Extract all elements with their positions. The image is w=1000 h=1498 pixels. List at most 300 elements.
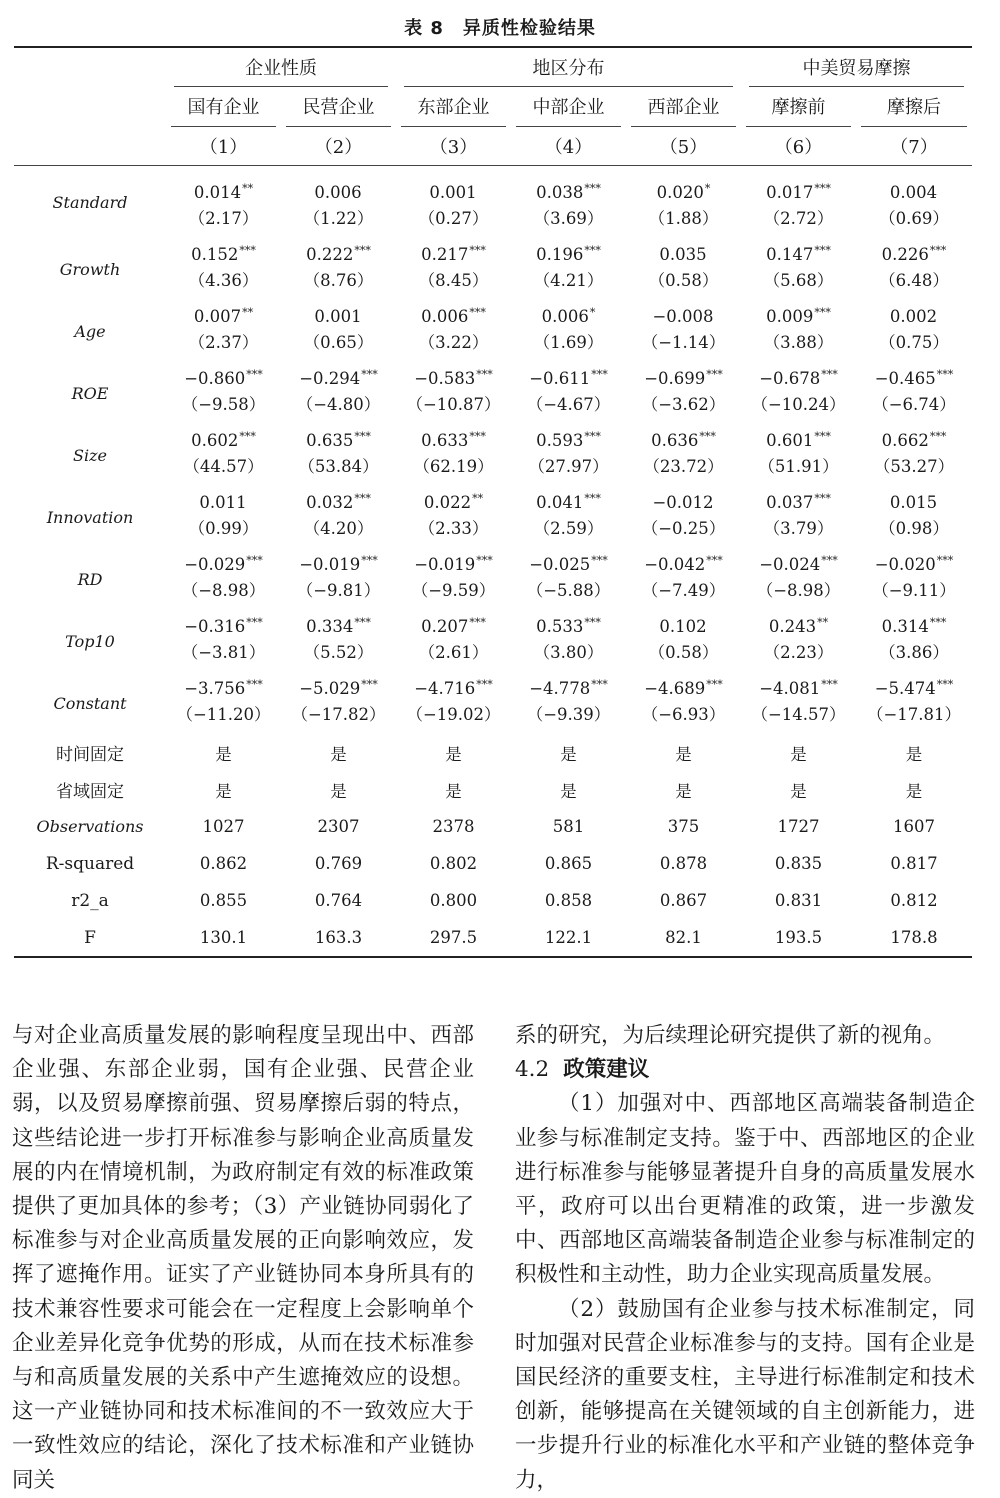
value-cell: 0.878 — [659, 854, 708, 873]
row-label: F — [14, 919, 166, 957]
coefficient-cell — [626, 362, 741, 388]
t-statistic-cell: （4.21） — [533, 271, 604, 290]
column-number-row — [14, 127, 972, 166]
t-statistic-cell: （2.23） — [763, 643, 834, 662]
significance-stars: *** — [246, 554, 263, 567]
significance-stars: *** — [936, 678, 954, 691]
coefficient-cell — [511, 610, 626, 636]
coefficient-value: −0.316 — [184, 617, 246, 636]
coefficient-cell — [166, 166, 281, 203]
significance-stars: *** — [821, 554, 838, 567]
t-statistic-cell: （0.27） — [418, 209, 489, 228]
body-paragraph-lead: 系的研究，为后续理论研究提供了新的视角。 — [515, 1023, 946, 1048]
coefficient-cell — [741, 300, 856, 326]
table-row — [14, 771, 972, 808]
t-statistic-cell: （−3.62） — [641, 395, 726, 414]
value-cell: 是 — [675, 744, 692, 764]
table-row — [14, 424, 972, 450]
coefficient-value: −0.699 — [644, 369, 706, 388]
row-label: Size — [73, 445, 107, 465]
column-subheader — [281, 87, 396, 127]
table-row — [14, 548, 972, 574]
coefficient-cell — [741, 486, 856, 512]
significance-stars: *** — [361, 554, 378, 567]
row-label: Age — [74, 321, 106, 341]
value-cell: 是 — [560, 744, 577, 764]
group-header-label: 企业性质 — [174, 48, 388, 87]
value-cell: 是 — [215, 744, 232, 764]
significance-stars: *** — [584, 244, 601, 257]
significance-stars: ** — [242, 182, 254, 195]
coefficient-value: 0.020 — [656, 183, 704, 202]
table-row — [14, 919, 972, 957]
row-label: Constant — [53, 693, 127, 713]
t-statistic-cell: （−6.74） — [872, 395, 956, 414]
coefficient-cell — [511, 238, 626, 264]
coefficient-cell — [396, 424, 511, 450]
t-statistic-cell: （2.61） — [418, 643, 489, 662]
t-statistic-cell: （−3.81） — [181, 643, 266, 662]
t-statistic-cell: （−7.49） — [641, 581, 726, 600]
coefficient-cell — [281, 610, 396, 636]
coefficient-value: −4.716 — [414, 679, 476, 698]
coefficient-value: 0.635 — [306, 431, 354, 450]
t-statistic-cell: （3.79） — [763, 519, 834, 538]
value-cell: 是 — [215, 781, 232, 801]
column-subheader — [856, 87, 972, 127]
t-statistic-cell: （8.76） — [303, 271, 374, 290]
group-header-label: 地区分布 — [404, 48, 733, 87]
coefficient-cell — [856, 486, 972, 512]
stub-header-cell — [14, 47, 166, 87]
table-row — [14, 300, 972, 326]
group-header-label: 中美贸易摩擦 — [749, 48, 964, 87]
value-cell: 是 — [905, 744, 923, 764]
table-row — [14, 672, 972, 698]
table-body — [14, 47, 972, 957]
value-cell: 0.831 — [774, 891, 823, 910]
significance-stars: *** — [929, 430, 947, 443]
significance-stars: *** — [814, 492, 831, 505]
significance-stars: *** — [699, 430, 716, 443]
t-statistic-cell: （27.97） — [528, 457, 609, 476]
coefficient-cell — [281, 166, 396, 203]
column-subheader-label: 东部企业 — [401, 87, 506, 127]
t-statistic-cell: （62.19） — [413, 457, 494, 476]
t-statistic-cell: （−17.82） — [291, 705, 386, 724]
value-cell: 2307 — [317, 817, 360, 836]
column-subheader-label: 摩擦后 — [861, 87, 967, 127]
row-label: ROE — [71, 383, 109, 403]
t-statistic-cell: （53.84） — [298, 457, 379, 476]
coefficient-value: 0.602 — [191, 431, 239, 450]
coefficient-cell — [741, 424, 856, 450]
value-cell: 是 — [790, 781, 807, 801]
value-cell: 是 — [445, 781, 462, 801]
significance-stars: *** — [239, 244, 256, 257]
t-statistic-cell: （1.22） — [303, 209, 374, 228]
value-cell: 0.835 — [774, 854, 823, 873]
coefficient-value: −0.019 — [299, 555, 361, 574]
t-statistic-cell: （51.91） — [758, 457, 839, 476]
t-statistic-cell: （0.75） — [879, 333, 949, 352]
significance-stars: *** — [476, 368, 493, 381]
coefficient-value: −0.025 — [529, 555, 591, 574]
coefficient-cell — [166, 238, 281, 264]
t-statistic-cell: （2.59） — [533, 519, 604, 538]
t-statistic-cell: （0.98） — [879, 519, 949, 538]
coefficient-cell — [166, 300, 281, 326]
t-statistic-cell: （44.57） — [183, 457, 264, 476]
coefficient-cell — [281, 424, 396, 450]
value-cell: 0.769 — [314, 854, 363, 873]
t-statistic-cell: （3.80） — [533, 643, 604, 662]
coefficient-value: 0.015 — [889, 493, 938, 512]
column-number: （3） — [396, 127, 511, 166]
coefficient-value: 0.633 — [421, 431, 469, 450]
coefficient-cell — [396, 486, 511, 512]
table-row — [14, 882, 972, 919]
coefficient-cell — [396, 238, 511, 264]
column-subheader — [396, 87, 511, 127]
coefficient-value: 0.041 — [536, 493, 584, 512]
significance-stars: *** — [936, 554, 954, 567]
t-statistic-cell: （2.33） — [418, 519, 489, 538]
coefficient-value: −4.081 — [759, 679, 821, 698]
value-cell: 0.867 — [659, 891, 708, 910]
row-label: Observations — [36, 817, 144, 836]
coefficient-value: 0.196 — [536, 245, 584, 264]
coefficient-value: 0.593 — [536, 431, 584, 450]
coefficient-cell — [166, 424, 281, 450]
significance-stars: *** — [246, 616, 263, 629]
coefficient-value: 0.662 — [881, 431, 929, 450]
coefficient-value: −0.019 — [414, 555, 476, 574]
row-label: Growth — [59, 259, 121, 279]
t-statistic-cell: （4.20） — [303, 519, 374, 538]
coefficient-cell — [511, 424, 626, 450]
t-statistic-cell: （−9.81） — [296, 581, 381, 600]
column-subheader-label: 民营企业 — [286, 87, 391, 127]
coefficient-value: −0.020 — [874, 555, 936, 574]
significance-stars: *** — [354, 616, 371, 629]
section-title: 政策建议 — [563, 1057, 650, 1083]
significance-stars: *** — [814, 182, 831, 195]
coefficient-cell — [856, 238, 972, 264]
coefficient-cell — [856, 166, 972, 203]
significance-stars: *** — [469, 430, 486, 443]
column-subheader-label: 国有企业 — [171, 87, 276, 127]
table-row — [14, 362, 972, 388]
coefficient-value: −0.583 — [414, 369, 476, 388]
coefficient-value: 0.207 — [421, 617, 469, 636]
coefficient-value: −0.029 — [184, 555, 246, 574]
t-statistic-cell: （−8.98） — [756, 581, 841, 600]
coefficient-cell — [281, 362, 396, 388]
value-cell: 82.1 — [626, 919, 741, 957]
t-statistic-cell: （5.52） — [303, 643, 374, 662]
coefficient-value: −4.689 — [644, 679, 706, 698]
significance-stars: *** — [936, 368, 954, 381]
value-cell: 130.1 — [166, 919, 281, 957]
significance-stars: *** — [591, 678, 608, 691]
coefficient-cell — [281, 300, 396, 326]
value-cell: 0.800 — [429, 891, 478, 910]
coefficient-value: 0.533 — [536, 617, 584, 636]
row-label: 时间固定 — [56, 745, 124, 765]
t-statistic-cell: （1.69） — [533, 333, 604, 352]
coefficient-value: −0.465 — [874, 369, 936, 388]
significance-stars: *** — [814, 306, 831, 319]
coefficient-value: 0.017 — [766, 183, 814, 202]
section-heading — [515, 1053, 975, 1087]
coefficient-cell — [281, 238, 396, 264]
table-row — [14, 808, 972, 845]
value-cell: 375 — [667, 817, 700, 836]
t-statistic-cell: （5.68） — [763, 271, 834, 290]
t-statistic-cell: （−10.24） — [751, 395, 846, 414]
column-subheader-label: 中部企业 — [516, 87, 621, 127]
significance-stars: *** — [821, 368, 838, 381]
value-cell: 193.5 — [741, 919, 856, 957]
table-row — [14, 610, 972, 636]
significance-stars: *** — [591, 554, 608, 567]
coefficient-value: −0.860 — [184, 369, 246, 388]
coefficient-cell — [511, 486, 626, 512]
coefficient-value: 0.006 — [421, 307, 469, 326]
t-statistic-cell: （3.86） — [879, 643, 949, 662]
coefficient-cell — [856, 610, 972, 636]
body-text-right-column — [515, 1019, 975, 1498]
t-statistic-cell: （0.65） — [303, 333, 374, 352]
value-cell: 1727 — [777, 817, 820, 836]
significance-stars: *** — [821, 678, 838, 691]
significance-stars: *** — [584, 492, 601, 505]
value-cell: 1607 — [893, 817, 936, 836]
coefficient-value: 0.032 — [306, 493, 354, 512]
t-statistic-cell: （−8.98） — [181, 581, 266, 600]
coefficient-value: 0.002 — [889, 307, 938, 326]
t-statistic-cell: （−4.80） — [296, 395, 381, 414]
value-cell: 0.802 — [429, 854, 478, 873]
significance-stars: *** — [584, 182, 601, 195]
value-cell: 是 — [790, 744, 807, 764]
row-label: Standard — [52, 192, 128, 212]
coefficient-value: −0.042 — [644, 555, 706, 574]
coefficient-cell — [396, 300, 511, 326]
table-row — [14, 734, 972, 771]
t-statistic-cell: （2.72） — [763, 209, 834, 228]
column-subheader — [511, 87, 626, 127]
significance-stars: ** — [242, 306, 254, 319]
coefficient-cell — [511, 166, 626, 203]
coefficient-cell — [626, 610, 741, 636]
significance-stars: *** — [584, 430, 601, 443]
t-statistic-cell: （−9.11） — [872, 581, 956, 600]
coefficient-value: −0.294 — [299, 369, 361, 388]
coefficient-cell — [166, 362, 281, 388]
coefficient-value: 0.001 — [429, 183, 477, 202]
coefficient-value: −5.029 — [299, 679, 361, 698]
coefficient-cell — [511, 548, 626, 574]
group-header-trade-friction — [741, 47, 972, 87]
coefficient-value: 0.334 — [306, 617, 354, 636]
value-cell: 是 — [560, 781, 577, 801]
value-cell: 0.812 — [890, 891, 938, 910]
t-statistic-cell: （3.88） — [763, 333, 834, 352]
section-number: 4.2 — [515, 1057, 550, 1083]
coefficient-cell — [856, 424, 972, 450]
coefficient-cell — [741, 166, 856, 203]
coefficient-cell — [166, 610, 281, 636]
coefficient-cell — [741, 238, 856, 264]
body-paragraph-policy-1: （1）加强对中、西部地区高端装备制造企业参与标准制定支持。鉴于中、西部地区的企业进行标准参与能够显著提升自身的高质量发展水平，政府可以出台更精准的政策，进一步激发中、西部地区高端装备制造企业参与标准制定的积极性和主动性，助力企业实现高质量发展。 — [515, 1091, 975, 1288]
group-header-region — [396, 47, 741, 87]
significance-stars: *** — [469, 616, 486, 629]
column-subheader-label: 摩擦前 — [746, 87, 851, 127]
significance-stars: *** — [584, 616, 601, 629]
significance-stars: *** — [469, 244, 486, 257]
coefficient-cell — [511, 672, 626, 698]
t-statistic-cell: （23.72） — [643, 457, 724, 476]
significance-stars: *** — [361, 368, 378, 381]
significance-stars: *** — [814, 430, 831, 443]
significance-stars: *** — [591, 368, 608, 381]
column-number: （5） — [626, 127, 741, 166]
value-cell: 0.764 — [314, 891, 363, 910]
coefficient-cell — [626, 672, 741, 698]
coefficient-value: −0.024 — [759, 555, 821, 574]
coefficient-cell — [626, 548, 741, 574]
value-cell: 297.5 — [396, 919, 511, 957]
coefficient-cell — [281, 672, 396, 698]
significance-stars: *** — [354, 244, 371, 257]
t-statistic-cell: （8.45） — [418, 271, 489, 290]
row-label: Top10 — [65, 631, 115, 651]
coefficient-value: 0.006 — [541, 307, 589, 326]
coefficient-value: 0.038 — [536, 183, 584, 202]
coefficient-value: 0.152 — [191, 245, 239, 264]
coefficient-cell — [166, 672, 281, 698]
significance-stars: *** — [929, 616, 947, 629]
coefficient-value: 0.217 — [421, 245, 469, 264]
row-label: R-squared — [45, 853, 135, 874]
t-statistic-cell: （0.69） — [879, 209, 949, 228]
column-subheader — [166, 87, 281, 127]
coefficient-value: 0.314 — [881, 617, 929, 636]
coefficient-value: −3.756 — [184, 679, 246, 698]
coefficient-value: −0.611 — [529, 369, 591, 388]
coefficient-value: −0.012 — [652, 493, 714, 512]
coefficient-cell — [741, 362, 856, 388]
column-subheader — [626, 87, 741, 127]
t-statistic-cell: （3.22） — [418, 333, 489, 352]
t-statistic-cell: （−6.93） — [641, 705, 726, 724]
coefficient-cell — [396, 166, 511, 203]
coefficient-value: 0.037 — [766, 493, 814, 512]
significance-stars: *** — [239, 430, 256, 443]
t-statistic-cell: （2.17） — [188, 209, 259, 228]
t-statistic-cell: （3.69） — [533, 209, 604, 228]
significance-stars: *** — [706, 368, 723, 381]
t-statistic-cell: （−9.59） — [411, 581, 496, 600]
t-statistic-cell: （6.48） — [879, 271, 949, 290]
significance-stars: ** — [472, 492, 484, 505]
t-statistic-cell: （−9.58） — [181, 395, 266, 414]
t-statistic-cell: （0.58） — [648, 643, 719, 662]
t-statistic-cell: （−1.14） — [641, 333, 726, 352]
value-cell: 0.858 — [544, 891, 593, 910]
coefficient-value: 0.601 — [766, 431, 814, 450]
table-caption: 表 8 异质性检验结果 — [404, 18, 596, 39]
coefficient-cell — [856, 300, 972, 326]
coefficient-value: −0.678 — [759, 369, 821, 388]
t-statistic-cell: （4.36） — [188, 271, 259, 290]
value-cell: 581 — [552, 817, 585, 836]
value-cell: 0.862 — [199, 854, 248, 873]
coefficient-cell — [626, 166, 741, 203]
significance-stars: *** — [361, 678, 378, 691]
group-header-ownership — [166, 47, 396, 87]
coefficient-cell — [626, 238, 741, 264]
table-row — [14, 238, 972, 264]
value-cell: 是 — [905, 781, 923, 801]
body-text-left-column — [12, 1019, 474, 1498]
t-statistic-cell: （0.99） — [188, 519, 259, 538]
column-number: （1） — [166, 127, 281, 166]
coefficient-cell — [396, 672, 511, 698]
coefficient-cell — [511, 362, 626, 388]
table-row — [14, 486, 972, 512]
value-cell: 1027 — [202, 817, 245, 836]
coefficient-value: 0.004 — [889, 183, 938, 202]
coefficient-value: −5.474 — [874, 679, 936, 698]
subheader-row — [14, 87, 972, 127]
t-statistic-cell: （−11.20） — [176, 705, 271, 724]
value-cell: 0.855 — [199, 891, 248, 910]
coefficient-cell — [396, 548, 511, 574]
t-statistic-cell: （−10.87） — [406, 395, 501, 414]
coefficient-cell — [511, 300, 626, 326]
t-statistic-cell: （−9.39） — [526, 705, 611, 724]
body-paragraph-policy-2: （2）鼓励国有企业参与技术标准制定，同时加强对民营企业标准参与的支持。国有企业是国民经济的重要支柱，主导进行标准制定和技术创新，能够提高在关键领域的自主创新能力，进一步提升行业的标准化水平和产业链的整体竞争力， — [515, 1296, 975, 1493]
coefficient-value: 0.147 — [766, 245, 814, 264]
t-statistic-cell: （−14.57） — [751, 705, 846, 724]
significance-stars: *** — [246, 678, 263, 691]
significance-stars: * — [704, 182, 711, 195]
significance-stars: *** — [469, 306, 486, 319]
table-row — [14, 845, 972, 882]
significance-stars: * — [589, 306, 596, 319]
t-statistic-cell: （−17.81） — [866, 705, 962, 724]
significance-stars: ** — [817, 616, 829, 629]
coefficient-cell — [856, 672, 972, 698]
value-cell: 是 — [330, 744, 347, 764]
coefficient-cell — [626, 424, 741, 450]
significance-stars: *** — [476, 678, 493, 691]
value-cell: 是 — [330, 781, 347, 801]
coefficient-value: 0.009 — [766, 307, 814, 326]
coefficient-cell — [281, 548, 396, 574]
body-paragraph: 与对企业高质量发展的影响程度呈现出中、西部企业强、东部企业弱，国有企业强、民营企业弱，以及贸易摩擦前强、贸易摩擦后弱的特点，这些结论进一步打开标准参与影响企业高质量发展的内在情境机制，为政府制定有效的标准政策提供了更加具体的参考；（3）产业链协同弱化了标准参与对企业高质量发展的正向影响效应，发挥了遮掩作用。证实了产业链协同本身所具有的技术兼容性要求可能会在一定程度上会影响单个企业差异化竞争优势的形成，从而在技术标准参与和高质量发展的关系中产生遮掩效应的设想。这一产业链协同和技术标准间的不一致效应大于一致性效应的结论，深化了技术标准和产业链协同关 — [12, 1023, 474, 1493]
t-statistic-cell: （1.88） — [648, 209, 719, 228]
significance-stars: *** — [354, 430, 371, 443]
coefficient-cell — [856, 362, 972, 388]
coefficient-cell — [741, 672, 856, 698]
coefficient-cell — [396, 610, 511, 636]
significance-stars: *** — [706, 554, 723, 567]
coefficient-value: −4.778 — [529, 679, 591, 698]
